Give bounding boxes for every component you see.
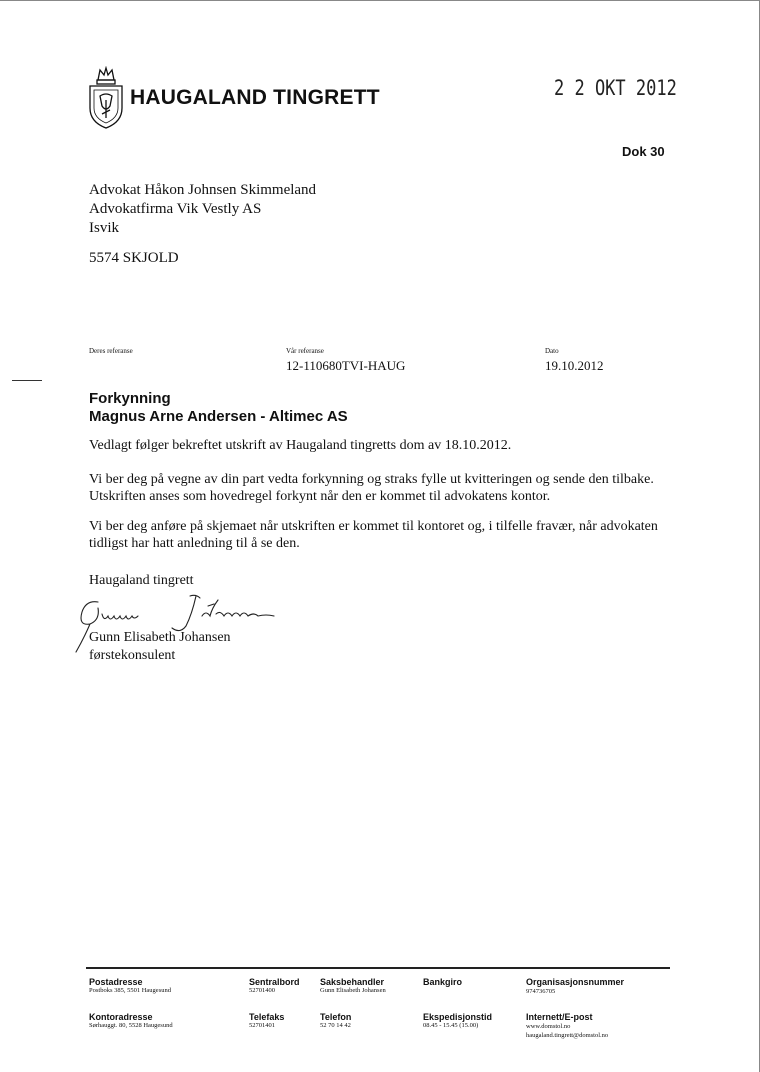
signoff: Haugaland tingrett <box>89 573 194 588</box>
footer-saksbehandler-label: Saksbehandler <box>320 977 385 987</box>
body-paragraph: Vi ber deg anføre på skjemaet når utskriften er kommet til kontoret og, i tilfelle fravær, når advokaten tidligst har hatt anledning til å se den. <box>89 519 658 551</box>
recipient-postal: 5574 SKJOLD <box>89 250 179 266</box>
footer-internett-web: www.domstol.no <box>526 1023 571 1030</box>
footer-organisasjonsnummer-value: 974736705 <box>526 988 556 995</box>
footer-telefon-value: 52 70 14 42 <box>320 1022 351 1029</box>
document-number: Dok 30 <box>622 144 665 159</box>
date-value: 19.10.2012 <box>545 358 604 373</box>
your-reference-label: Deres referanse <box>89 347 133 355</box>
footer-saksbehandler-value: Gunn Elisabeth Johansen <box>320 987 386 994</box>
footer-ekspedisjonstid-label: Ekspedisjonstid <box>423 1012 493 1022</box>
our-reference-value: 12-110680TVI-HAUG <box>286 358 406 373</box>
signer-name: Gunn Elisabeth Johansen <box>89 630 231 645</box>
recipient-address <box>89 181 316 238</box>
footer-organisasjonsnummer-label: Organisasjonsnummer <box>526 977 625 987</box>
recipient-line: Advokat Håkon Johnsen Skimmeland <box>89 182 317 198</box>
footer-internett-label: Internett/E-post <box>526 1012 593 1022</box>
court-name: HAUGALAND TINGRETT <box>130 86 380 109</box>
recipient-line: Advokatfirma Vik Vestly AS <box>89 201 262 217</box>
coat-of-arms-icon <box>86 66 126 130</box>
footer-sentralbord-label: Sentralbord <box>249 977 300 987</box>
our-reference-label: Vår referanse <box>286 347 324 355</box>
subject-title: Forkynning <box>89 390 171 407</box>
signer-block <box>89 629 231 665</box>
footer-kontoradresse-value: Sørhauggt. 80, 5528 Haugesund <box>89 1022 173 1029</box>
footer-telefaks-value: 52701401 <box>249 1022 275 1029</box>
subject-parties: Magnus Arne Andersen - Altimec AS <box>89 408 348 425</box>
footer-bankgiro-label: Bankgiro <box>423 977 463 987</box>
body-paragraph: Vi ber deg på vegne av din part vedta forkynning og straks fylle ut kvitteringen og sende den tilbake. Utskriften anses som hovedregel forkynt når den er kommet til advokatens kontor. <box>89 472 654 504</box>
footer-ekspedisjonstid-value: 08.45 - 15.45 (15.00) <box>423 1022 479 1029</box>
footer-postadresse-label: Postadresse <box>89 977 143 987</box>
body-paragraph: Vedlagt følger bekreftet utskrift av Haugaland tingretts dom av 18.10.2012. <box>89 438 512 453</box>
footer-sentralbord-value: 52701400 <box>249 987 275 994</box>
received-date-stamp: 2 2 OKT 2012 <box>554 76 677 101</box>
footer-telefon-label: Telefon <box>320 1012 352 1022</box>
signer-title: førstekonsulent <box>89 648 176 663</box>
footer-internett-email: haugaland.tingrett@domstol.no <box>526 1032 609 1039</box>
footer-telefaks-label: Telefaks <box>249 1012 285 1022</box>
subject-heading <box>89 390 348 426</box>
recipient-line: Isvik <box>89 220 119 236</box>
page-border-top <box>0 0 760 1</box>
footer-kontoradresse-label: Kontoradresse <box>89 1012 153 1022</box>
footer-divider <box>86 967 670 969</box>
date-label: Dato <box>545 347 559 355</box>
footer-postadresse-value: Postboks 385, 5501 Haugesund <box>89 987 171 994</box>
fold-mark <box>12 380 42 381</box>
